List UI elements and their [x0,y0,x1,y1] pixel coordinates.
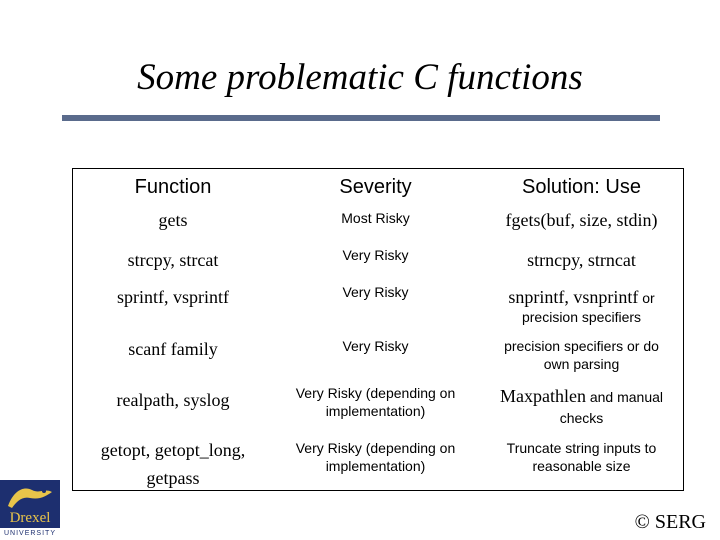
copyright-serg: © SERG [634,511,706,533]
row-3-solution [478,286,685,326]
row-2-function: strcpy, strcat [127,250,219,270]
row-3-solution-line2: precision specifiers [521,309,642,325]
header-function: Function [134,176,212,198]
slide-title: Some problematic C functions [137,57,583,98]
row-1-severity: Most Risky [341,210,410,226]
row-5-solution [478,385,685,427]
row-6-solution-line2: reasonable size [532,458,631,474]
row-5-severity [278,384,473,420]
row-1-solution: fgets(buf, size, stdin) [505,210,658,230]
row-3-solution-main: snprintf, vsnprintf [508,287,639,307]
header-solution: Solution: Use [522,176,641,198]
row-5-function: realpath, syslog [116,390,230,410]
row-4-solution [478,337,685,373]
row-6-function-line1: getopt, getopt_long, [100,440,246,460]
row-3-solution-tail: or [638,290,655,306]
row-6-function-line2: getpass [146,468,200,488]
row-4-severity: Very Risky [342,338,409,354]
row-6-severity [278,439,473,475]
row-4-solution-line2: own parsing [543,356,620,372]
row-6-severity-line1: Very Risky (depending on [295,440,456,456]
row-5-solution-line2: checks [559,410,604,426]
drexel-logo [0,480,60,540]
row-6-severity-line2: implementation) [325,458,426,474]
dragon-icon [0,480,60,512]
logo-name: Drexel [9,510,51,526]
row-6-solution [478,439,685,475]
row-5-solution-tail: and manual [585,389,664,405]
row-6-solution-line1: Truncate string inputs to [506,440,657,456]
header-severity: Severity [339,176,412,198]
logo-subtitle: UNIVERSITY [0,528,60,540]
row-2-severity: Very Risky [342,247,409,263]
row-3-severity: Very Risky [342,284,409,300]
functions-table [72,168,684,491]
row-4-function: scanf family [128,339,218,359]
row-6-function [73,439,273,489]
title-underline [62,115,660,121]
row-5-severity-line2: implementation) [325,403,426,419]
row-5-solution-main: Maxpathlen [499,386,586,406]
row-3-function: sprintf, vsprintf [117,287,229,307]
row-4-solution-line1: precision specifiers or do [504,338,659,354]
row-1-function: gets [158,210,188,230]
row-2-solution: strncpy, strncat [527,250,636,270]
row-5-severity-line1: Very Risky (depending on [295,385,456,401]
